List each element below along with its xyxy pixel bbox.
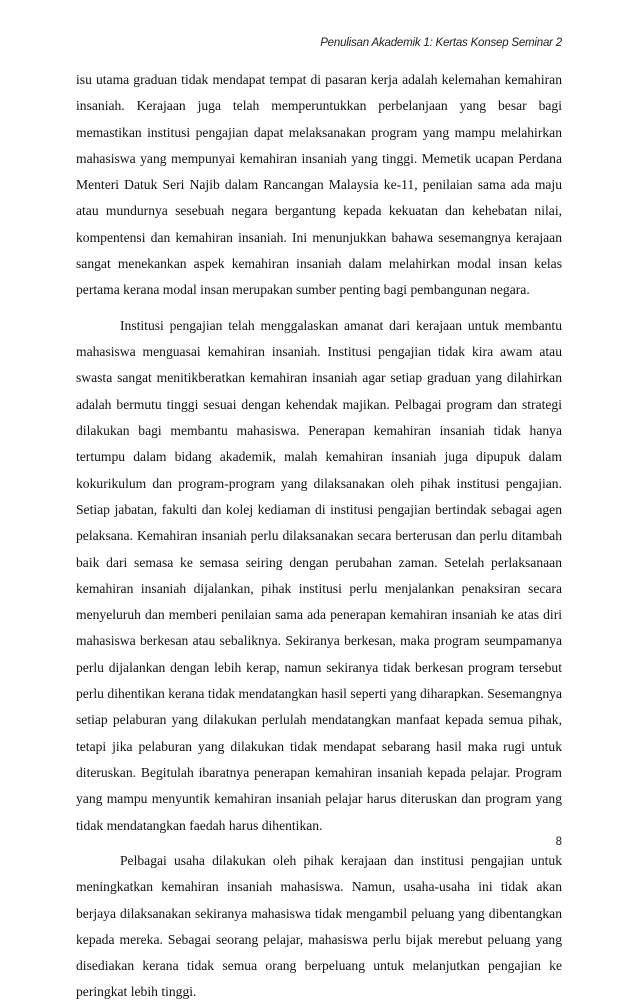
body-text [76, 67, 562, 1006]
running-header: Penulisan Akademik 1: Kertas Konsep Seminar 2 [320, 37, 562, 49]
paragraph-3: Pelbagai usaha dilakukan oleh pihak kerajaan dan institusi pengajian untuk meningkatkan kemahiran insaniah mahasiswa. Namun, usaha-usaha ini tidak akan berjaya dilaksanakan sekiranya mahasiswa tidak mengambil peluang yang dibentangkan kepada mereka. Sebagai seorang pelajar, mahasiswa perlu bijak merebut peluang yang disediakan kerana tidak semua orang berpeluang untuk melanjutkan pengajian ke peringkat lebih tinggi. [76, 852, 562, 1000]
paragraph-1: isu utama graduan tidak mendapat tempat di pasaran kerja adalah kelemahan kemahiran insaniah. Kerajaan juga telah memperuntukkan perbelanjaan yang besar bagi memastikan institusi pengajian dapat melaksanakan program yang mampu melahirkan mahasiswa yang mempunyai kemahiran insaniah yang tinggi. Memetik ucapan Perdana Menteri Datuk Seri Najib dalam Rancangan Malaysia ke-11, penilaian sama ada maju atau mundurnya sesebuah negara bergantung kepada kekuatan dan kehebatan nilai, kompentensi dan kemahiran insaniah. Ini menunjukkan bahawa sesemangnya kerajaan sangat menekankan aspek kemahiran insaniah dalam melahirkan modal insan kelas pertama kerana modal insan merupakan sumber penting bagi pembangunan negara. [76, 72, 562, 298]
page-number: 8 [555, 836, 562, 848]
paragraph-2: Institusi pengajian telah menggalaskan amanat dari kerajaan untuk membantu mahasiswa menguasai kemahiran insaniah. Institusi pengajian tidak kira awam atau swasta sangat menitikberatkan kemahiran insaniah agar setiap graduan yang dilahirkan adalah bermutu tinggi sesuai dengan kehendak majikan. Pelbagai program dan strategi dilakukan bagi membantu mahasiswa. Penerapan kemahiran insaniah tidak hanya tertumpu dalam bidang akademik, malah kemahiran insaniah juga dipupuk dalam kokurikulum dan program-program yang dilaksanakan oleh pihak institusi pengajian. Setiap jabatan, fakulti dan kolej kediaman di institusi pengajian bertindak sebagai agen pelaksana. Kemahiran insaniah perlu dilaksanakan secara berterusan dan perlu ditambah baik dari semasa ke semasa seiring dengan perubahan zaman. Setelah perlaksanaan kemahiran insaniah dijalankan, pihak institusi perlu menjalankan penaksiran secara menyeluruh dan memberi penilaian sama ada penerapan kemahiran insaniah ke atas diri mahasiswa berkesan atau sebaliknya. Sekiranya berkesan, maka program seumpamanya perlu dijalankan dengan lebih kerap, namun sekiranya tidak berkesan program tersebut perlu dihentikan kerana tidak mendatangkan hasil seperti yang diharapkan. Sesemangnya setiap pelaburan yang dilakukan perlulah mendatangkan manfaat kepada semua pihak, tetapi jika pelaburan yang dilakukan tidak mendapat sebarang hasil maka rugi untuk diteruskan. Begitulah ibaratnya penerapan kemahiran insaniah kepada pelajar. Program yang mampu menyuntik kemahiran insaniah pelajar harus diteruskan dan program yang tidak mendatangkan faedah harus dihentikan. [76, 317, 562, 833]
